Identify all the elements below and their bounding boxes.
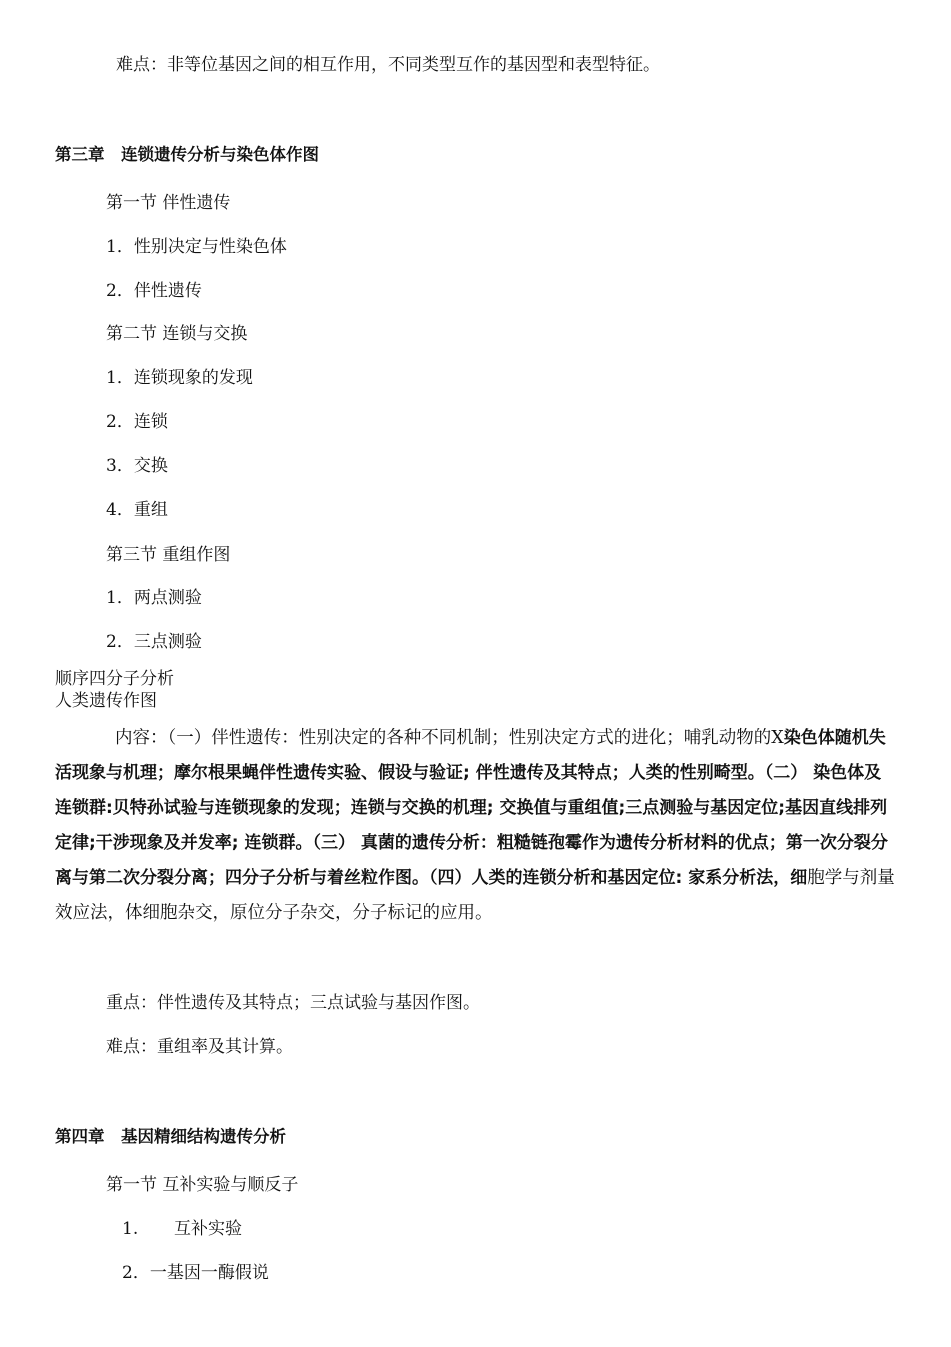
ch3-section2-heading: 第二节 连锁与交换 [106, 324, 248, 344]
chapter3-title: 第三章 连锁遗传分析与染色体作图 [55, 145, 319, 164]
ch3-difficulty: 难点：重组率及其计算。 [106, 1037, 293, 1057]
ch3-s3-item2: 2．三点测验 [106, 632, 202, 652]
ch3-s1-item1: 1．性别决定与性染色体 [106, 237, 287, 257]
ch3-s2-item4: 4．重组 [106, 500, 168, 520]
ch4-s1-item2: 2．一基因一酶假说 [122, 1263, 269, 1283]
chapter4-title: 第四章 基因精细结构遗传分析 [55, 1127, 286, 1146]
ch3-s3-item1: 1．两点测验 [106, 588, 202, 608]
ch3-s2-item1: 1．连锁现象的发现 [106, 368, 253, 388]
ch3-key-points: 重点：伴性遗传及其特点；三点试验与基因作图。 [106, 993, 480, 1013]
content-bold: 染色体随机失活现象与机理；摩尔根果蝇伴性遗传实验、假设与验证; 伴性遗传及其特点；人类的性别畸型。（二） 染色体及连锁群:贝特孙试验与连锁现象的发现；连锁与交换的机理; 交换值与重组值;三点测验与基因定位;基因直线排列定律;干涉现象及并发率; 连锁群。（三） 真菌的遗传分析：粗糙链孢霉作为遗传分析材料的优点；第一次分裂分离与第二次分裂分离；四分子分析与着丝粒作图。（四）人类的连锁分析和基因定位: 家系分析法，细 [55, 728, 888, 888]
content-tail: 胞学与剂量效应法，体细胞杂交，原位分子杂交，分子标记的应用。 [55, 868, 895, 923]
ch3-content-paragraph [55, 721, 895, 931]
ch4-s1-item1-number: 1. [122, 1219, 139, 1239]
ch4-section1-heading: 第一节 互补实验与顺反子 [106, 1175, 299, 1195]
ch2-difficulty: 难点：非等位基因之间的相互作用，不同类型互作的基因型和表型特征。 [116, 55, 660, 75]
ch3-section3-heading: 第三节 重组作图 [106, 545, 231, 565]
ch4-s1-item1-text: 互补实验 [174, 1219, 242, 1239]
ch3-extra-human-mapping: 人类遗传作图 [55, 691, 157, 711]
content-intro: 内容：（一）伴性遗传：性别决定的各种不同机制；性别决定方式的进化；哺乳动物的X [115, 728, 784, 748]
ch3-extra-tetrad: 顺序四分子分析 [55, 669, 174, 689]
ch3-s1-item2: 2．伴性遗传 [106, 281, 202, 301]
ch3-s2-item3: 3．交换 [106, 456, 168, 476]
ch3-s2-item2: 2．连锁 [106, 412, 168, 432]
ch3-section1-heading: 第一节 伴性遗传 [106, 193, 231, 213]
